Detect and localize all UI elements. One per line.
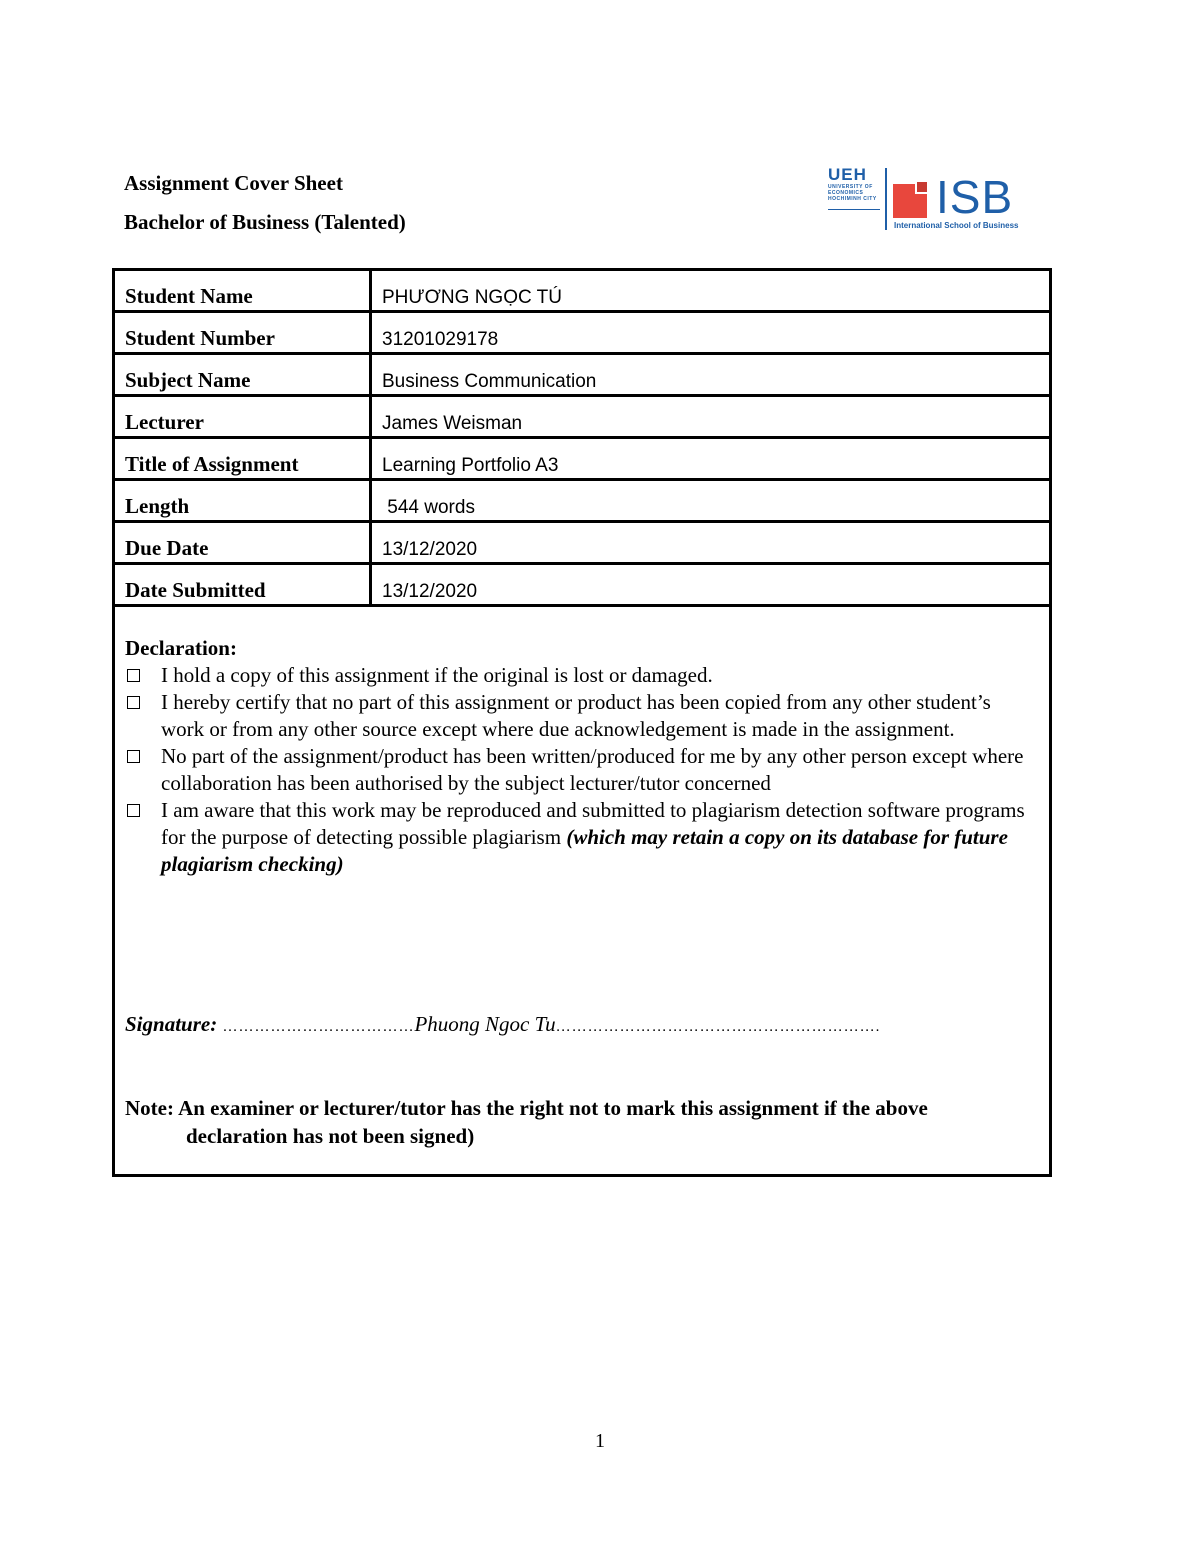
logo-divider (885, 168, 887, 230)
field-label: Title of Assignment (115, 438, 371, 480)
ueh-logo (828, 166, 880, 202)
note-text: declaration has not been signed) (186, 1124, 475, 1148)
table-row (115, 271, 1049, 312)
table-row (115, 564, 1049, 606)
assignment-title-value: Learning Portfolio A3 (371, 438, 1050, 480)
cover-sheet-form (112, 268, 1052, 1177)
field-label: Due Date (115, 522, 371, 564)
table-row (115, 354, 1049, 396)
field-label: Student Name (115, 271, 371, 312)
table-row (115, 522, 1049, 564)
ueh-subtitle-line: HOCHIMINH CITY (828, 196, 877, 202)
ueh-subtitle-line: ECONOMICS (828, 190, 864, 196)
isb-wordmark: ISB (936, 171, 1014, 223)
signature-label: Signature: (125, 1012, 218, 1036)
declaration-section (125, 635, 1033, 878)
student-name-value: PHƯƠNG NGỌC TÚ (371, 271, 1050, 312)
signature-line (125, 1012, 880, 1037)
field-label: Date Submitted (115, 564, 371, 606)
declaration-item (125, 689, 1033, 743)
checkbox-icon[interactable] (127, 750, 140, 763)
page-title: Assignment Cover Sheet (124, 171, 343, 195)
lecturer-value: James Weisman (371, 396, 1050, 438)
note-text: Note: An examiner or lecturer/tutor has the right not to mark this assignment if the above (125, 1096, 928, 1120)
isb-subtitle: International School of Business (894, 221, 1019, 230)
student-info-table (115, 271, 1049, 607)
signature-dots: ……………………………… (222, 1019, 415, 1035)
ueh-subtitle-line: UNIVERSITY OF (828, 184, 873, 190)
declaration-text: I am aware that this work may be reproduced and submitted to plagiarism detection software programs for the purpose of detecting possible plagiarism (161, 798, 1030, 849)
page-header (124, 164, 406, 242)
checkbox-icon[interactable] (127, 696, 140, 709)
checkbox-icon[interactable] (127, 669, 140, 682)
field-label: Subject Name (115, 354, 371, 396)
field-label: Student Number (115, 312, 371, 354)
ueh-underline (828, 209, 880, 210)
page-number: 1 (595, 1430, 605, 1452)
table-row (115, 312, 1049, 354)
declaration-heading: Declaration: (125, 636, 237, 660)
declaration-item (125, 662, 1033, 689)
student-number-value: 31201029178 (371, 312, 1050, 354)
table-row (115, 396, 1049, 438)
isb-mark-icon (893, 180, 935, 218)
length-value: 544 words (371, 480, 1050, 522)
field-label: Length (115, 480, 371, 522)
subject-name-value: Business Communication (371, 354, 1050, 396)
field-label: Lecturer (115, 396, 371, 438)
table-row (115, 480, 1049, 522)
checkbox-icon[interactable] (127, 804, 140, 817)
program-name: Bachelor of Business (Talented) (124, 210, 406, 234)
declaration-text: I hereby certify that no part of this assignment or product has been copied from any other student’s work or from any other source except where due acknowledgement is made in the assignment. (161, 690, 991, 741)
declaration-emphasis: (which may retain a copy on its database for future plagiarism checking) (161, 825, 1008, 876)
note-section (125, 1094, 1033, 1150)
table-row (115, 438, 1049, 480)
declaration-item (125, 743, 1033, 797)
signature-name[interactable]: Phuong Ngoc Tu (414, 1012, 556, 1036)
declaration-text: I hold a copy of this assignment if the original is lost or damaged. (161, 663, 713, 687)
signature-dots: ……………………………………………………. (555, 1019, 881, 1035)
declaration-text: No part of the assignment/product has been written/produced for me by any other person except where collaboration has been authorised by the subject lecturer/tutor concerned (161, 744, 1024, 795)
due-date-value: 13/12/2020 (371, 522, 1050, 564)
ueh-wordmark: UEH (828, 165, 867, 184)
declaration-item (125, 797, 1033, 878)
ueh-isb-logo (828, 166, 1033, 232)
date-submitted-value: 13/12/2020 (371, 564, 1050, 606)
